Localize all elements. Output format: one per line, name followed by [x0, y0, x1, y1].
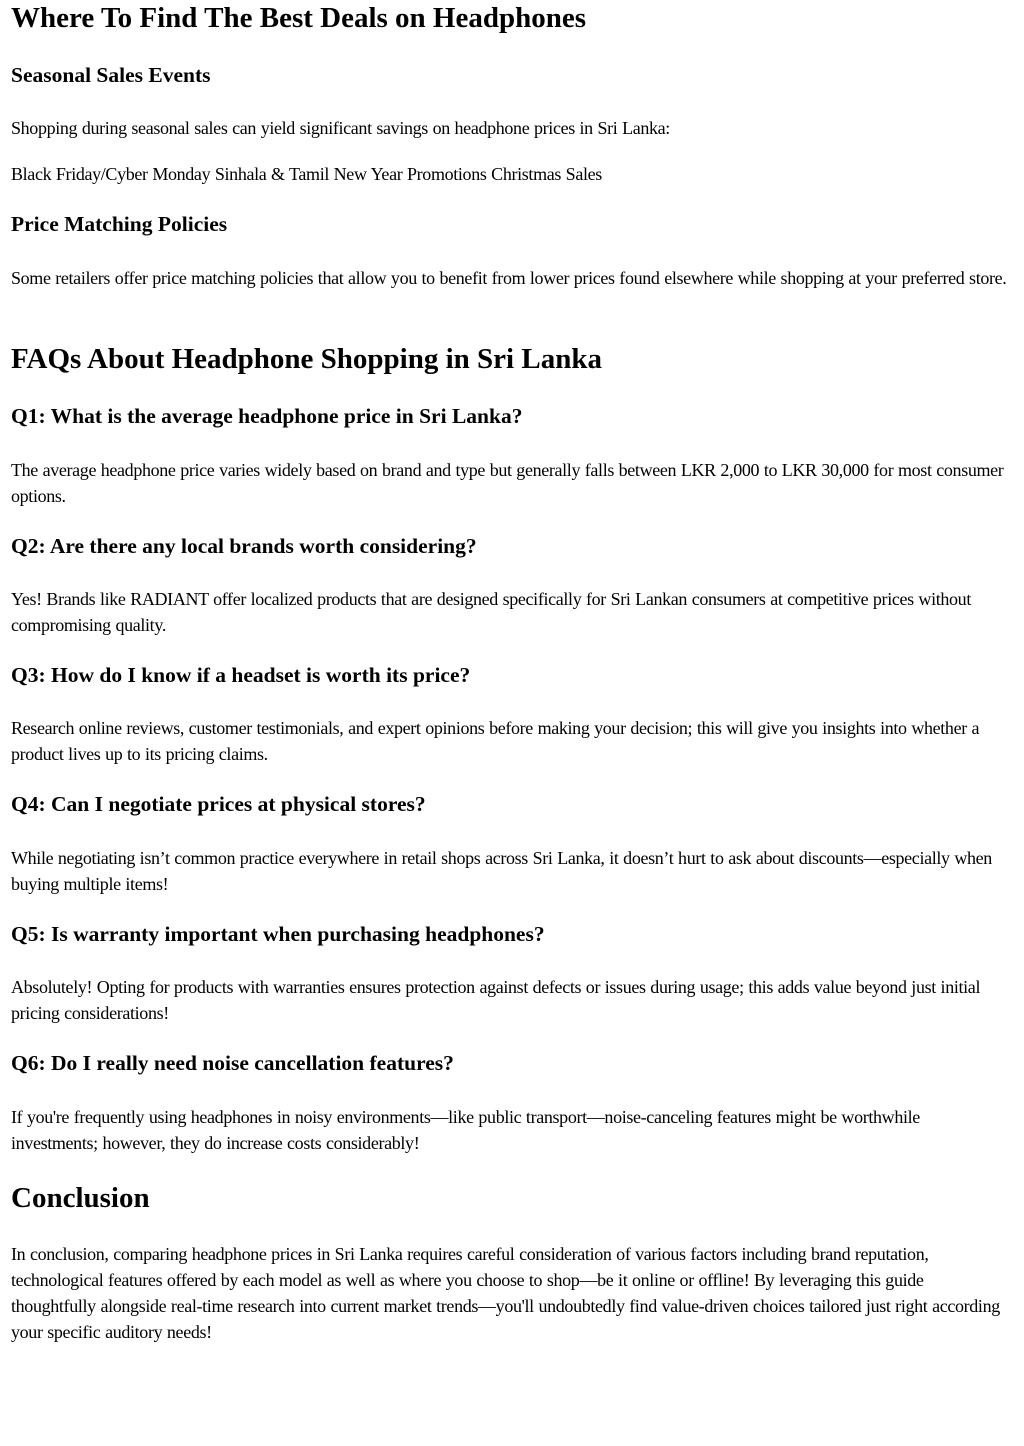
faq-question: Q5: Is warranty important when purchasing headphones? — [11, 922, 545, 946]
faqs-heading: FAQs About Headphone Shopping in Sri Lanka — [11, 343, 602, 375]
seasonal-sales-heading: Seasonal Sales Events — [11, 63, 211, 87]
faq-question: Q2: Are there any local brands worth considering? — [11, 534, 477, 558]
faq-answer: While negotiating isn’t common practice everywhere in retail shops across Sri Lanka, it doesn’t hurt to ask about discounts—especially when buying multiple items! — [11, 848, 992, 894]
conclusion-text: In conclusion, comparing headphone prices in Sri Lanka requires careful consideration of various factors including brand reputation, technological features offered by each model as well as where you choose to shop—be it online or offline! By leveraging this guide thoughtfully alongside real-time research into current market trends—you'll undoubtedly find value-driven choices tailored just right according your specific auditory needs! — [11, 1244, 1000, 1342]
price-matching-text: Some retailers offer price matching policies that allow you to benefit from lower prices found elsewhere while shopping at your preferred store. — [11, 268, 1007, 288]
faq-answer: Absolutely! Opting for products with warranties ensures protection against defects or issues during usage; this adds value beyond just initial pricing considerations! — [11, 977, 981, 1023]
faq-answer: Research online reviews, customer testimonials, and expert opinions before making your decision; this will give you insights into whether a product lives up to its pricing claims. — [11, 718, 980, 764]
price-matching-heading: Price Matching Policies — [11, 212, 228, 236]
faq-question: Q1: What is the average headphone price in Sri Lanka? — [11, 404, 523, 428]
faq-answer: Yes! Brands like RADIANT offer localized products that are designed specifically for Sri Lankan consumers at competitive prices without compromising quality. — [11, 589, 971, 635]
deals-heading: Where To Find The Best Deals on Headphones — [11, 2, 587, 34]
seasonal-sales-events: Black Friday/Cyber Monday Sinhala & Tamil New Year Promotions Christmas Sales — [11, 164, 602, 184]
faq-question: Q4: Can I negotiate prices at physical stores? — [11, 792, 426, 816]
faq-answer: The average headphone price varies widely based on brand and type but generally falls between LKR 2,000 to LKR 30,000 for most consumer options. — [11, 460, 1004, 506]
faq-answer: If you're frequently using headphones in noisy environments—like public transport—noise-canceling features might be worthwhile investments; however, they do increase costs considerably! — [11, 1107, 920, 1153]
conclusion-heading: Conclusion — [11, 1182, 150, 1214]
faq-question: Q3: How do I know if a headset is worth its price? — [11, 663, 471, 687]
seasonal-sales-intro: Shopping during seasonal sales can yield significant savings on headphone prices in Sri Lanka: — [11, 118, 670, 138]
faq-question: Q6: Do I really need noise cancellation features? — [11, 1051, 454, 1075]
